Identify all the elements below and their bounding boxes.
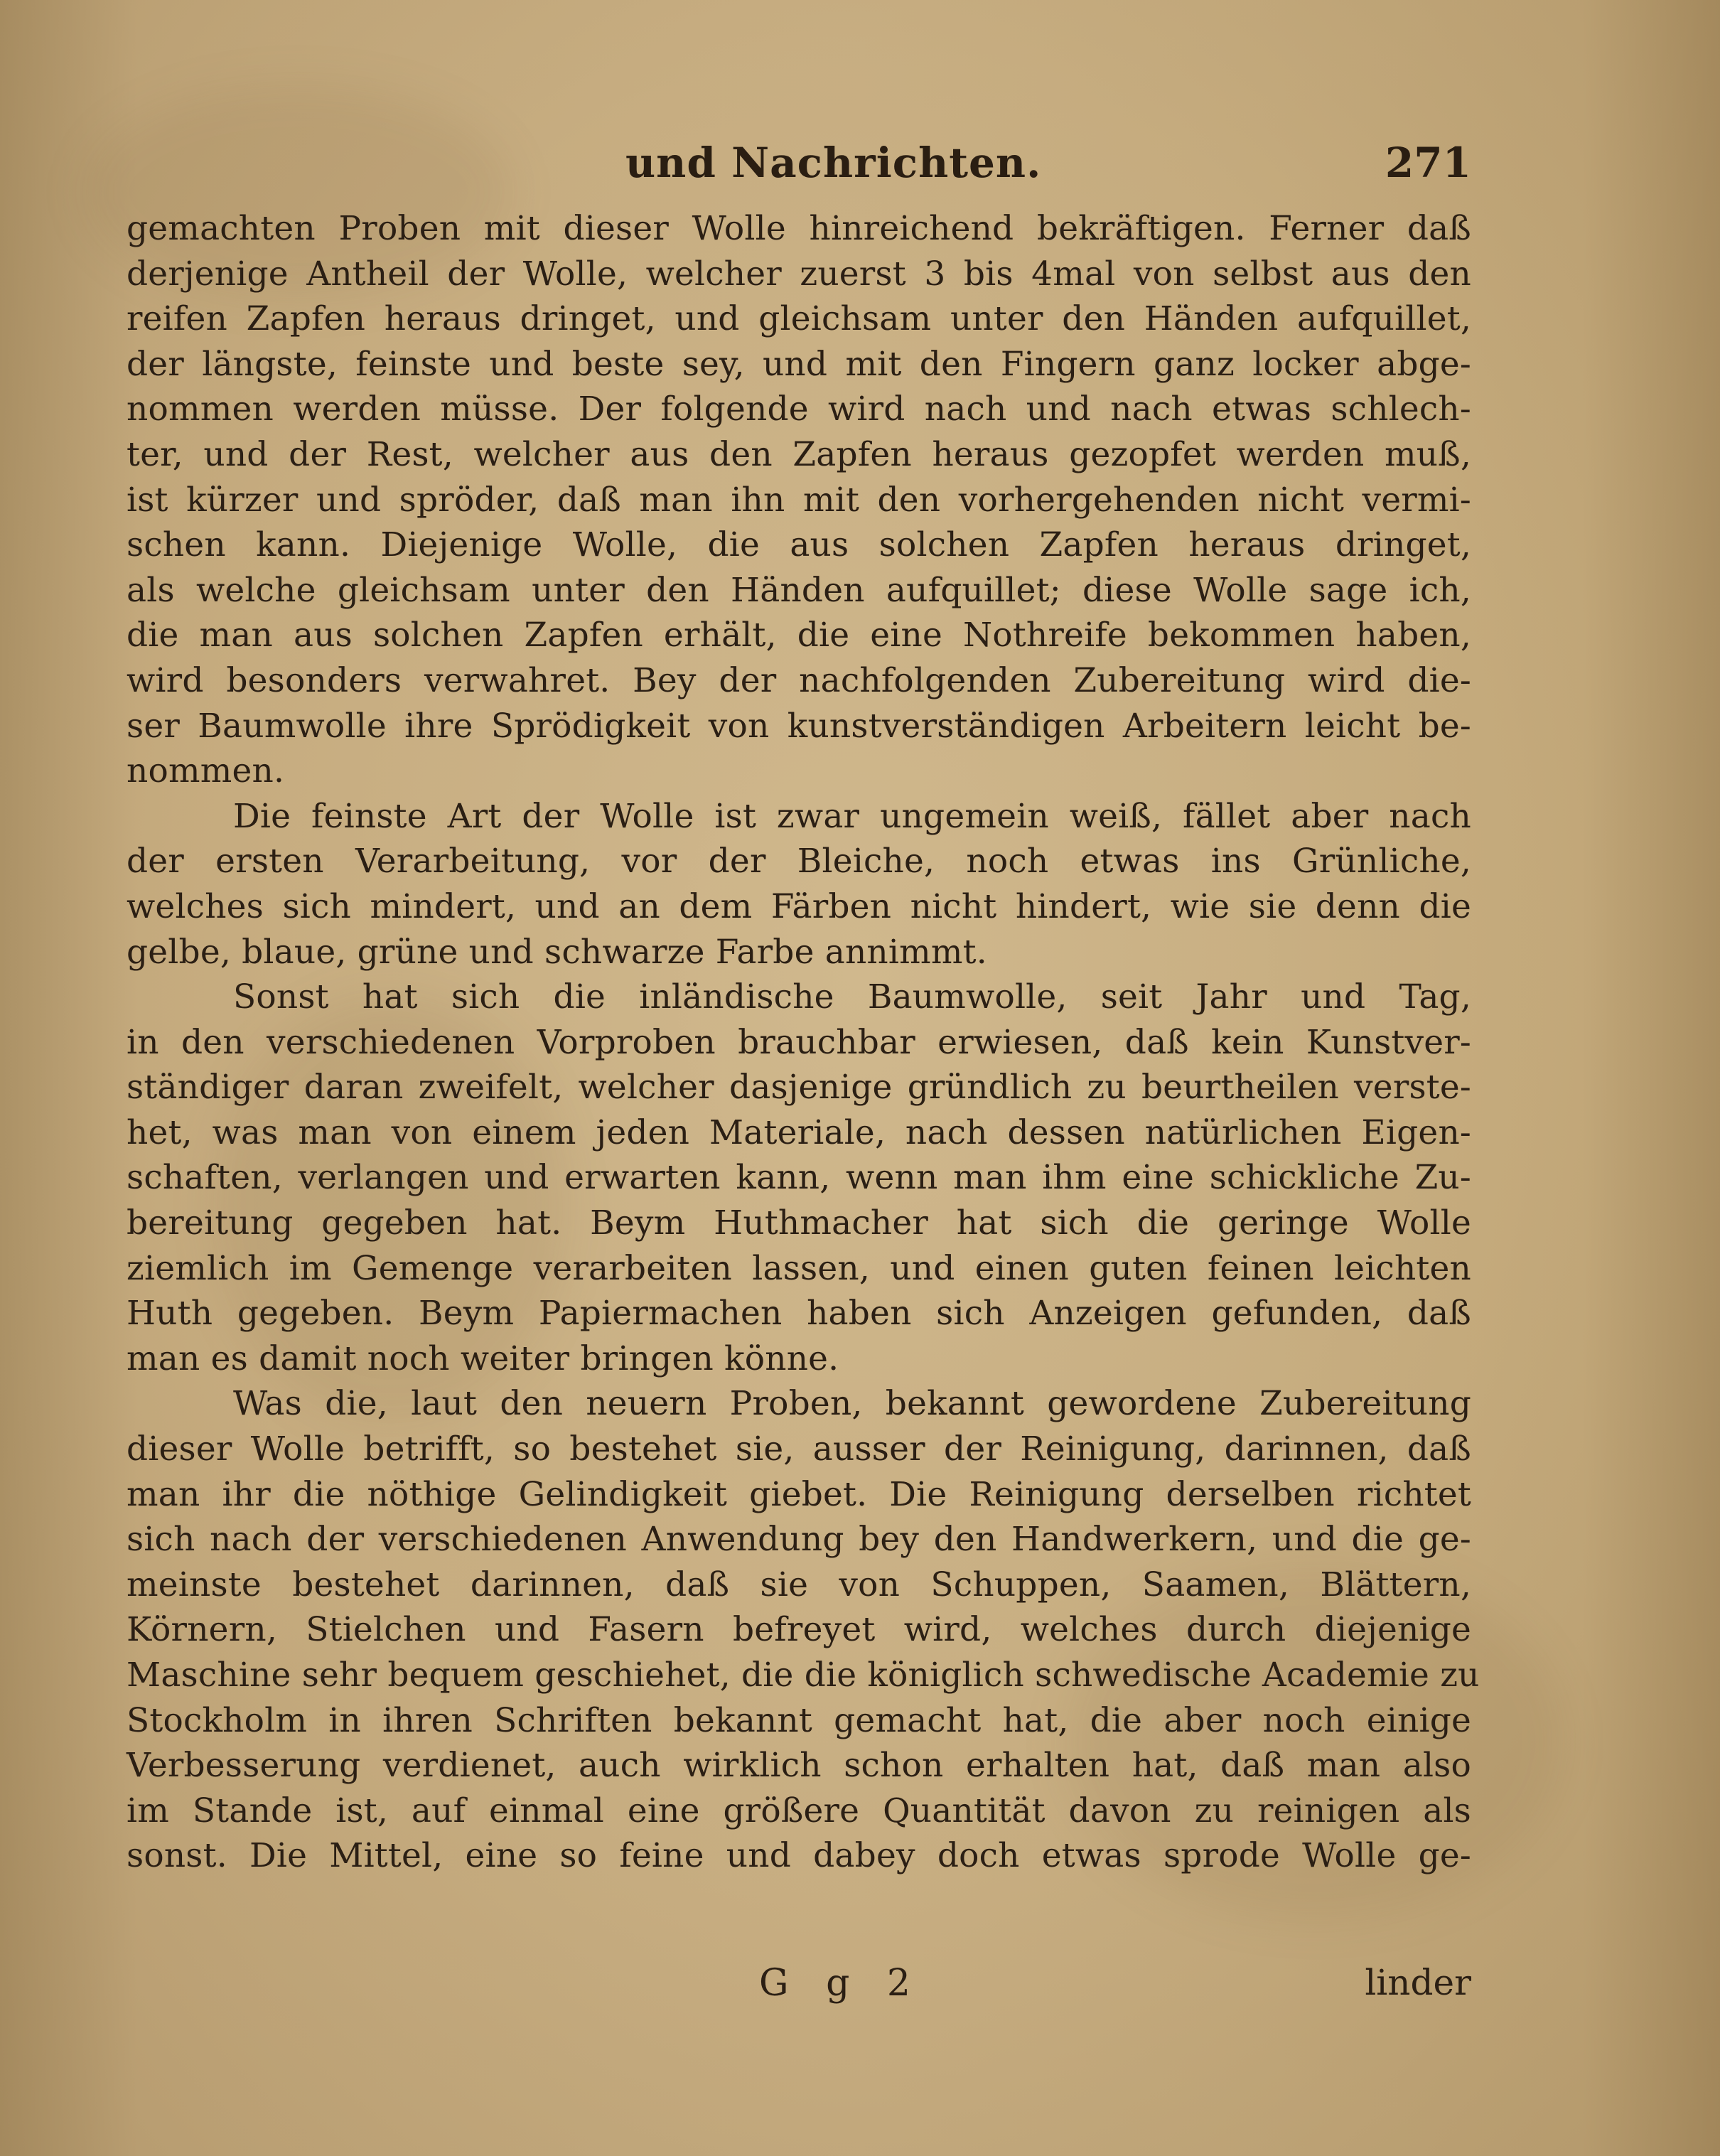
running-head: und Nachrichten.	[625, 139, 1042, 187]
text-line: Die feinste Art der Wolle ist zwar ungemein weiß, fället aber nach	[233, 796, 1471, 836]
text-line: Huth gegeben. Beym Papiermachen haben sich Anzeigen gefunden, daß	[127, 1294, 1471, 1334]
text-line: in den verschiedenen Vorproben brauchbar erwiesen, daß kein Kunstver-	[127, 1022, 1471, 1062]
text-line: gelbe, blaue, grüne und schwarze Farbe annimmt.	[127, 932, 987, 972]
text-line: der längste, feinste und beste sey, und mit den Fingern ganz locker abge-	[127, 344, 1471, 384]
text-line: Stockholm in ihren Schriften bekannt gemacht hat, die aber noch einige	[127, 1700, 1471, 1740]
text-line: nommen werden müsse. Der folgende wird nach und nach etwas schlech-	[127, 390, 1471, 429]
text-line: sich nach der verschiedenen Anwendung bey den Handwerkern, und die ge-	[127, 1520, 1471, 1560]
text-line: Was die, laut den neuern Proben, bekannt gewordene Zubereitung	[233, 1384, 1471, 1424]
page-number: 271	[1385, 139, 1471, 187]
text-line: derjenige Antheil der Wolle, welcher zuerst 3 bis 4mal von selbst aus den	[127, 254, 1471, 294]
text-line: Sonst hat sich die inländische Baumwolle, seit Jahr und Tag,	[233, 977, 1471, 1017]
text-line: der ersten Verarbeitung, vor der Bleiche, noch etwas ins Grünliche,	[127, 842, 1471, 881]
text-line: man es damit noch weiter bringen könne.	[127, 1339, 839, 1378]
text-line: meinste bestehet darinnen, daß sie von Schuppen, Saamen, Blättern,	[127, 1565, 1471, 1604]
catchword: linder	[1365, 1962, 1471, 2003]
text-line: bereitung gegeben hat. Beym Huthmacher hat sich die geringe Wolle	[127, 1203, 1471, 1243]
text-line: nommen.	[127, 751, 285, 791]
text-line: Körnern, Stielchen und Fasern befreyet wird, welches durch diejenige	[127, 1610, 1471, 1650]
text-line: reifen Zapfen heraus dringet, und gleichsam unter den Händen aufquillet,	[127, 299, 1471, 339]
text-line: gemachten Proben mit dieser Wolle hinreichend bekräftigen. Ferner daß	[127, 209, 1471, 248]
page-header	[128, 139, 1471, 203]
text-line: die man aus solchen Zapfen erhält, die eine Nothreife bekommen haben,	[127, 616, 1471, 655]
text-line: im Stande ist, auf einmal eine größere Quantität davon zu reinigen als	[127, 1791, 1471, 1830]
text-line: als welche gleichsam unter den Händen aufquillet; diese Wolle sage ich,	[127, 570, 1471, 610]
text-line: ständiger daran zweifelt, welcher dasjenige gründlich zu beurtheilen verste-	[127, 1068, 1471, 1108]
text-line: ist kürzer und spröder, daß man ihn mit den vorhergehenden nicht vermi-	[127, 480, 1471, 520]
text-line: ziemlich im Gemenge verarbeiten lassen, und einen guten feinen leichten	[127, 1248, 1471, 1288]
text-line: man ihr die nöthige Gelindigkeit giebet. Die Reinigung derselben richtet	[127, 1474, 1471, 1514]
text-line: welches sich mindert, und an dem Färben nicht hindert, wie sie denn die	[127, 886, 1471, 926]
text-line: dieser Wolle betrifft, so bestehet sie, ausser der Reinigung, darinnen, daß	[127, 1430, 1471, 1469]
text-line: ser Baumwolle ihre Sprödigkeit von kunstverständigen Arbeitern leicht be-	[127, 706, 1471, 746]
text-line: Verbesserung verdienet, auch wirklich schon erhalten hat, daß man also	[127, 1746, 1471, 1786]
text-line: wird besonders verwahret. Bey der nachfolgenden Zubereitung wird die-	[127, 660, 1471, 700]
text-line: schen kann. Diejenige Wolle, die aus solchen Zapfen heraus dringet,	[127, 525, 1471, 565]
text-line: Maschine sehr bequem geschiehet, die die königlich schwedische Academie zu	[127, 1656, 1480, 1695]
text-line: sonst. Die Mittel, eine so feine und dabey doch etwas sprode Wolle ge-	[127, 1836, 1471, 1876]
text-line: ter, und der Rest, welcher aus den Zapfen heraus gezopfet werden muß,	[127, 434, 1471, 474]
text-line: schaften, verlangen und erwarten kann, wenn man ihm eine schickliche Zu-	[127, 1158, 1471, 1198]
page-footer	[127, 1962, 1471, 2019]
text-line: het, was man von einem jeden Materiale, nach dessen natürlichen Eigen-	[127, 1112, 1471, 1152]
signature-mark: G g 2	[759, 1962, 923, 2005]
body-text	[127, 206, 1480, 1879]
